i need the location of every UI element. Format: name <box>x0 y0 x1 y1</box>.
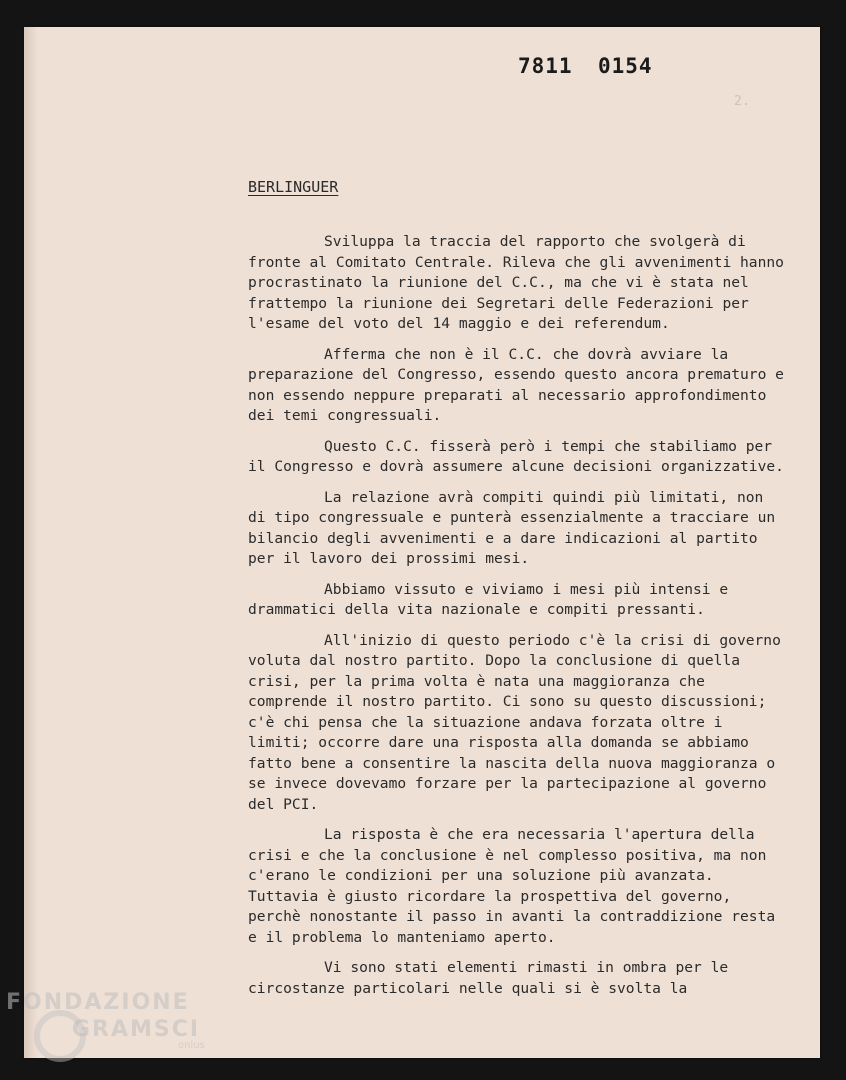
paragraph-3: Questo C.C. fisserà però i tempi che stabiliamo per il Congresso e dovrà assumere alcune decisioni organizzative. <box>248 437 784 475</box>
document-body <box>248 232 788 1009</box>
archive-stamp-number-left: 7811 <box>518 54 573 78</box>
paragraph-4: La relazione avrà compiti quindi più limitati, non di tipo congressuale e punterà essenzialmente a tracciare un bilancio degli avvenimenti e a dare indicazioni al partito per il lavoro dei prossimi mesi. <box>248 488 776 567</box>
archive-stamp-number-right: 0154 <box>598 54 653 78</box>
paragraph-8: Vi sono stati elementi rimasti in ombra per le circostanze particolari nelle quali si è svolta la <box>248 959 729 997</box>
watermark-logo <box>6 990 205 1051</box>
page-edge <box>24 27 38 1058</box>
speaker-heading: BERLINGUER <box>248 178 339 196</box>
page-number: 2. <box>734 94 750 109</box>
paragraph-5: Abbiamo vissuto e viviamo i mesi più intensi e drammatici della vita nazionale e compiti pressanti. <box>248 580 729 618</box>
watermark-line-1: FONDAZIONE <box>6 990 190 1015</box>
paragraph-1: Sviluppa la traccia del rapporto che svolgerà di fronte al Comitato Centrale. Rileva che gli avvenimenti hanno procrastinato la riunione del C.C., ma che vi è stata nel frattempo la riunione dei Segretari delle Federazioni per l'esame del voto del 14 maggio e dei referendum. <box>248 233 784 332</box>
paragraph-7: La risposta è che era necessaria l'apertura della crisi e che la conclusione è nel complesso positiva, ma non c'erano le condizioni per una soluzione più avanzata. Tuttavia è giusto ricordare la prospettiva del governo, perchè nonostante il passo in avanti la contraddizione resta e il problema lo manteniamo aperto. <box>248 826 776 946</box>
paragraph-6: All'inizio di questo periodo c'è la crisi di governo voluta dal nostro partito. Dopo la conclusione di quella crisi, per la prima volta è nata una maggioranza che comprende il nostro partito. Ci sono su questo discussioni; c'è chi pensa che la situazione andava forzata oltre i limiti; occorre dare una risposta alla domanda se abbiamo fatto bene a consentire la nascita della nuova maggioranza o se invece dovevamo forzare per la partecipazione al governo del PCI. <box>248 631 781 813</box>
paragraph-2: Afferma che non è il C.C. che dovrà avviare la preparazione del Congresso, essendo questo ancora prematuro e non essendo neppure preparati al necessario approfondimento dei temi congressuali. <box>248 345 784 424</box>
watermark-line-2: GRAMSCI <box>72 1017 201 1042</box>
watermark-line-3: onlus <box>178 1040 205 1051</box>
